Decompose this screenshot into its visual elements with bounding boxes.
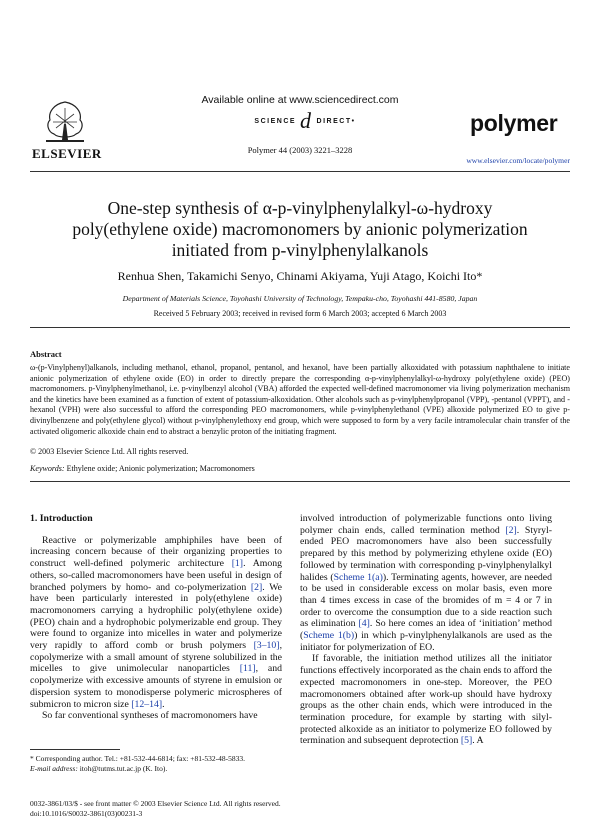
citation-link[interactable]: [1]	[231, 558, 244, 570]
scheme-link[interactable]: Scheme 1(b)	[303, 630, 355, 642]
email-label: E-mail address:	[30, 763, 78, 773]
citation-link[interactable]: [2]	[250, 581, 263, 593]
title-divider	[30, 327, 570, 328]
doi-line: doi:10.1016/S0032-3861(03)00231-3	[30, 808, 143, 818]
intro-paragraph-continued: involved introduction of polymerizable functions onto living polymer chain ends, called termination method [2]. Styryl-ended PEO macromonomers have also been successfully prepared by this method by polymerizing ethylene oxide (EO) followed by termination with corresponding p-vinylphenylalkyl halides (Scheme 1(a)). Terminating agents, however, are needed to be used in considerable excess on molar basis, even more than 4 times excess in case of the bromides of m = 4 or 7 in order to overcome the consumption due to a side reaction such as elimination [4]. So here comes an idea of ‘initiation’ method (Scheme 1(b)) in which p-vinylphenylalkanols are used as the initiator for polymerization of EO.	[300, 513, 552, 653]
keywords-label: Keywords:	[30, 464, 65, 473]
keywords-list: Ethylene oxide; Anionic polymerization; Macromonomers	[66, 464, 255, 473]
journal-brand-logo: polymer	[470, 110, 558, 136]
body-column-right	[300, 513, 552, 747]
citation-link[interactable]: [5]	[460, 735, 473, 747]
scheme-link[interactable]: Scheme 1(a)	[333, 571, 383, 583]
citation-link[interactable]: [12–14]	[131, 698, 163, 710]
issn-line: 0032-3861/03/$ - see front matter © 2003 Elsevier Science Ltd. All rights reserved.	[30, 799, 281, 808]
article-dates: Received 5 February 2003; received in revised form 6 March 2003; accepted 6 March 2003	[153, 309, 447, 318]
citation-link[interactable]: [11]	[239, 663, 256, 675]
corresponding-author-footnote	[30, 754, 282, 773]
author-affiliation: Department of Materials Science, Toyohashi University of Technology, Tempaku-cho, Toyohashi 441-8580, Japan	[122, 294, 478, 303]
footnote-contact: * Corresponding author. Tel.: +81-532-44-6814; fax: +81-532-48-5833.	[30, 754, 246, 763]
abstract-heading: Abstract	[30, 349, 62, 359]
citation-link[interactable]: [3–10]	[253, 640, 280, 652]
sd-at-icon: d	[300, 108, 313, 133]
intro-paragraph-3: If favorable, the initiation method utilizes all the initiator functions effectively incorporated as the chain ends to afford the expected macromonomers in one-step. Moreover, the PEO macromonomers obtained after work-up should have hydroxy groups as the other chain ends, which were introduced in the termination procedure, for example by starting with silyl-protected alkoxide as an initiator to polymerize EO followed by termination and subsequent deprotection [5]. A	[300, 653, 552, 747]
journal-reference: Polymer 44 (2003) 3221–3228	[247, 145, 353, 155]
keywords-divider	[30, 481, 570, 482]
sd-right-word: DIRECT•	[316, 117, 356, 125]
page-footer	[30, 799, 570, 818]
sd-left-word: SCIENCE	[254, 117, 297, 125]
abstract-body: ω-(p-Vinylphenyl)alkanols, including methanol, ethanol, propanol, pentanol, and hexanol, have been partially alkoxidated with potassium naphthalene to initiate anionic polymerization of ethylene oxide (EO) in order to directly prepare the corresponding α-p-vinylphenylalkyl-ω-hydroxy poly(ethylene oxide) (PEO) macromonomers. p-Vinylphenylmethanol, i.e. p-vinylbenzyl alcohol (VBA) afforded the expected well-defined macromonomer via living polymerization mechanism and the kinetics have been examined as a function of extent of potassium-alkoxidation. Other alcohols such as p-vinylphenylpropanol (VPP), -pentanol (VPPT), and -hexanol (VPH) were also successful to afford the corresponding PEO macromonomers, while p-vinylphenylethanol (VPE) alkoxide polymerized EO to give p-divinylbenzene and poly(ethylene glycol) without p-vinylphenylethoxy end group, which were supposed to form by a very facile intramolecular chain transfer of the activated oligomeric alkoxide chain end to abstract a benzylic proton of the initiating fragment.	[30, 363, 570, 436]
citation-link[interactable]: [4]	[358, 618, 370, 630]
keywords-line	[30, 464, 255, 473]
available-online-note: Available online at www.sciencedirect.com	[201, 94, 399, 106]
intro-paragraph-2: So far conventional syntheses of macromonomers have	[42, 710, 258, 722]
section-heading: 1. Introduction	[30, 513, 93, 524]
article-title: One-step synthesis of α-p-vinylphenylalkyl-ω-hydroxy poly(ethylene oxide) macromonomers by anionic polymerization initiated from p-vinylphenylalkanols	[72, 198, 528, 260]
header-divider	[30, 171, 570, 172]
publisher-name: ELSEVIER	[32, 146, 102, 161]
email-address[interactable]: itoh@tutms.tut.ac.jp (K. Ito).	[79, 763, 168, 773]
body-column-left	[30, 513, 282, 722]
intro-paragraph-1: Reactive or polymerizable amphiphiles have been of increasing concern because of their organizing properties to construct well-defined polymeric architecture [1]. Among others, so-called macromonomers have been useful in design of branched polymers by homo- and co-polymerization [2]. We have been particularly interested in poly(ethylene oxide) macromonomers carrying a hydrophilic poly(ethylene oxide) (PEO) chain and a hydrophobic polymerizable end group. They were found to organize into micelles in water and polymerize very rapidly to afford comb or brush polymers [3–10], copolymerize with a small amount of styrene solubilized in the micelles to give unimolecular nanoparticles [11], and copolymerize with excessive amounts of styrene in emulsion or dispersion system to monodisperse polymeric microspheres of submicron to micron size [12–14].	[30, 534, 282, 710]
footnote-divider	[30, 749, 120, 750]
sciencedirect-logo	[225, 108, 385, 134]
author-list: Renhua Shen, Takamichi Senyo, Chinami Akiyama, Yuji Atago, Koichi Ito*	[117, 269, 483, 283]
abstract-copyright: © 2003 Elsevier Science Ltd. All rights reserved.	[30, 447, 189, 456]
journal-url-link[interactable]: www.elsevier.com/locate/polymer	[466, 156, 570, 165]
citation-link[interactable]: [2]	[505, 524, 517, 536]
